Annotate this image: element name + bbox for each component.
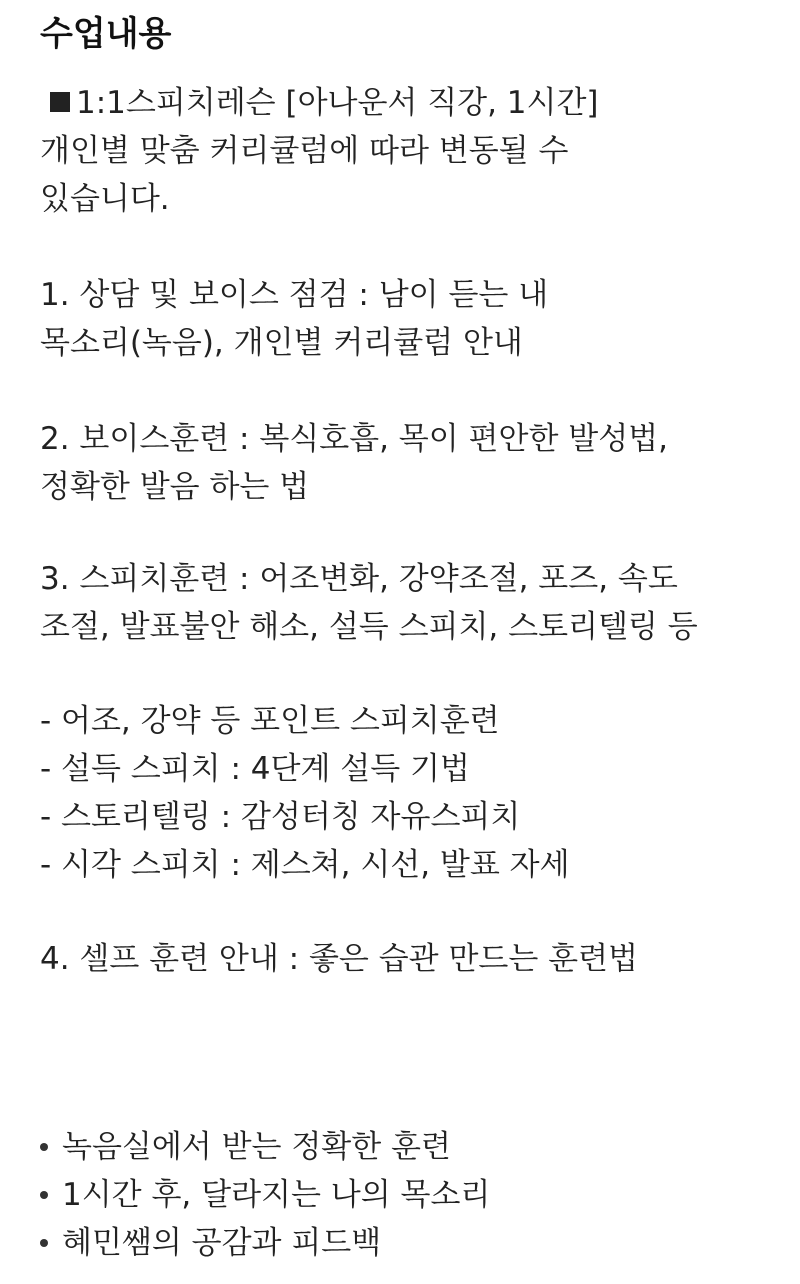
intro-text-1: 1:1스피치레슨 [아나운서 직강, 1시간] xyxy=(76,85,599,121)
section-1-line-2: 목소리(녹음), 개인별 커리큘럼 안내 xyxy=(40,325,523,361)
black-square-icon xyxy=(50,92,70,112)
bullet-dot-icon xyxy=(40,1191,48,1199)
dash-item: - 시각 스피치 : 제스쳐, 시선, 발표 자세 xyxy=(40,847,570,883)
section-4-line-1: 4. 셀프 훈련 안내 : 좋은 습관 만드는 훈련법 xyxy=(40,941,638,977)
bullet-item xyxy=(40,1172,490,1218)
intro-line-1 xyxy=(40,80,599,126)
bullet-item xyxy=(40,1220,381,1266)
section-3-line-1: 3. 스피치훈련 : 어조변화, 강약조절, 포즈, 속도 xyxy=(40,561,678,597)
intro-line-3: 있습니다. xyxy=(40,181,170,217)
section-3-line-2: 조절, 발표불안 해소, 설득 스피치, 스토리텔링 등 xyxy=(40,609,698,645)
bullet-text: 녹음실에서 받는 정확한 훈련 xyxy=(62,1129,451,1165)
section-2-line-1: 2. 보이스훈련 : 복식호흡, 목이 편안한 발성법, xyxy=(40,421,668,457)
bullet-text: 혜민쌤의 공감과 피드백 xyxy=(62,1225,382,1261)
bullet-dot-icon xyxy=(40,1239,48,1247)
bullet-item xyxy=(40,1124,451,1170)
dash-item: - 설득 스피치 : 4단계 설득 기법 xyxy=(40,751,470,787)
section-2-line-2: 정확한 발음 하는 법 xyxy=(40,469,310,505)
bullet-dot-icon xyxy=(40,1143,48,1151)
intro-line-2: 개인별 맞춤 커리큘럼에 따라 변동될 수 xyxy=(40,133,569,169)
dash-item: - 스토리텔링 : 감성터칭 자유스피치 xyxy=(40,799,521,835)
section-1-line-1: 1. 상담 및 보이스 점검 : 남이 듣는 내 xyxy=(40,277,549,313)
dash-item: - 어조, 강약 등 포인트 스피치훈련 xyxy=(40,703,500,739)
bullet-text: 1시간 후, 달라지는 나의 목소리 xyxy=(62,1177,491,1213)
page-title: 수업내용 xyxy=(40,14,172,54)
